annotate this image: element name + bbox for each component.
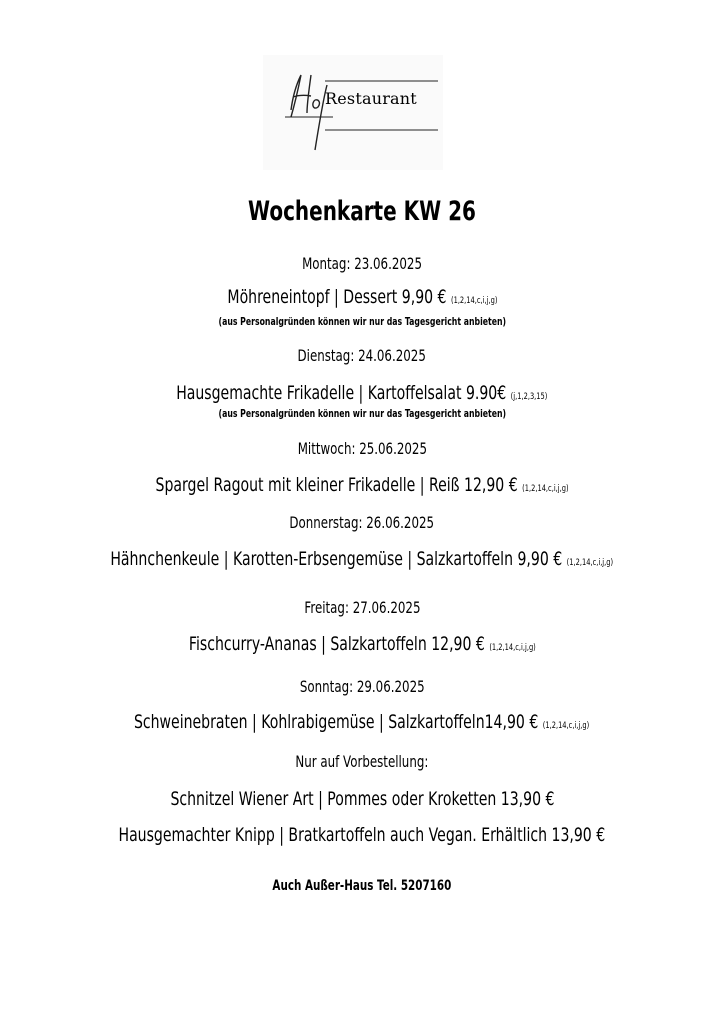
allergen-codes: (1,2,14,c,i,j,g) [543,721,590,731]
allergen-codes: (1,2,14,c,i,j,g) [450,296,497,306]
day-heading-tuesday: Dienstag: 24.06.2025 [297,346,427,365]
preorder-item: Schnitzel Wiener Art | Pommes oder Kroketten 13,90 € [169,788,554,810]
day-heading-thursday: Donnerstag: 26.06.2025 [289,513,435,532]
day-heading-friday: Freitag: 27.06.2025 [303,598,421,617]
dish-monday: Möhreneintopf | Dessert 9,90 € (1,2,14,c,i,j,g) [226,286,497,308]
page-title: Wochenkarte KW 26 [248,196,476,227]
note-monday: (aus Personalgründen können wir nur das Tagesgericht anbieten) [218,316,506,328]
dish-thursday: Hähnchenkeule | Karotten-Erbsengemüse | Salzkartoffeln 9,90 € (1,2,14,c,i,j,g) [110,548,614,570]
logo-wordmark: Restaurant [325,89,417,108]
dish-tuesday: Hausgemachte Frikadelle | Kartoffelsalat 9.90€ (j,1,2,3,15) [176,382,548,404]
day-heading-wednesday: Mittwoch: 25.06.2025 [297,439,427,458]
note-tuesday: (aus Personalgründen können wir nur das Tagesgericht anbieten) [218,408,506,420]
dish-friday: Fischcurry-Ananas | Salzkartoffeln 12,90 € (1,2,14,c,i,j,g) [188,633,536,655]
allergen-codes: (1,2,14,c,i,j,g) [488,643,536,653]
day-heading-sunday: Sonntag: 29.06.2025 [299,677,425,696]
logo-script-graphic [263,55,443,170]
allergen-codes: (1,2,14,c,i,j,g) [522,484,569,494]
day-heading-monday: Montag: 23.06.2025 [302,254,422,273]
takeaway-phone: Auch Außer-Haus Tel. 5207160 [272,878,452,894]
restaurant-logo [263,55,443,170]
preorder-item: Hausgemachter Knipp | Bratkartoffeln auch Vegan. Erhältlich 13,90 € [118,824,606,846]
dish-wednesday: Spargel Ragout mit kleiner Frikadelle | Reiß 12,90 € (1,2,14,c,i,j,g) [155,474,569,496]
allergen-codes: (j,1,2,3,15) [510,392,548,402]
dish-sunday: Schweinebraten | Kohlrabigemüse | Salzkartoffeln14,90 € (1,2,14,c,i,j,g) [134,711,590,733]
preorder-heading: Nur auf Vorbestellung: [295,752,429,771]
allergen-codes: (1,2,14,c,i,j,g) [566,558,614,568]
